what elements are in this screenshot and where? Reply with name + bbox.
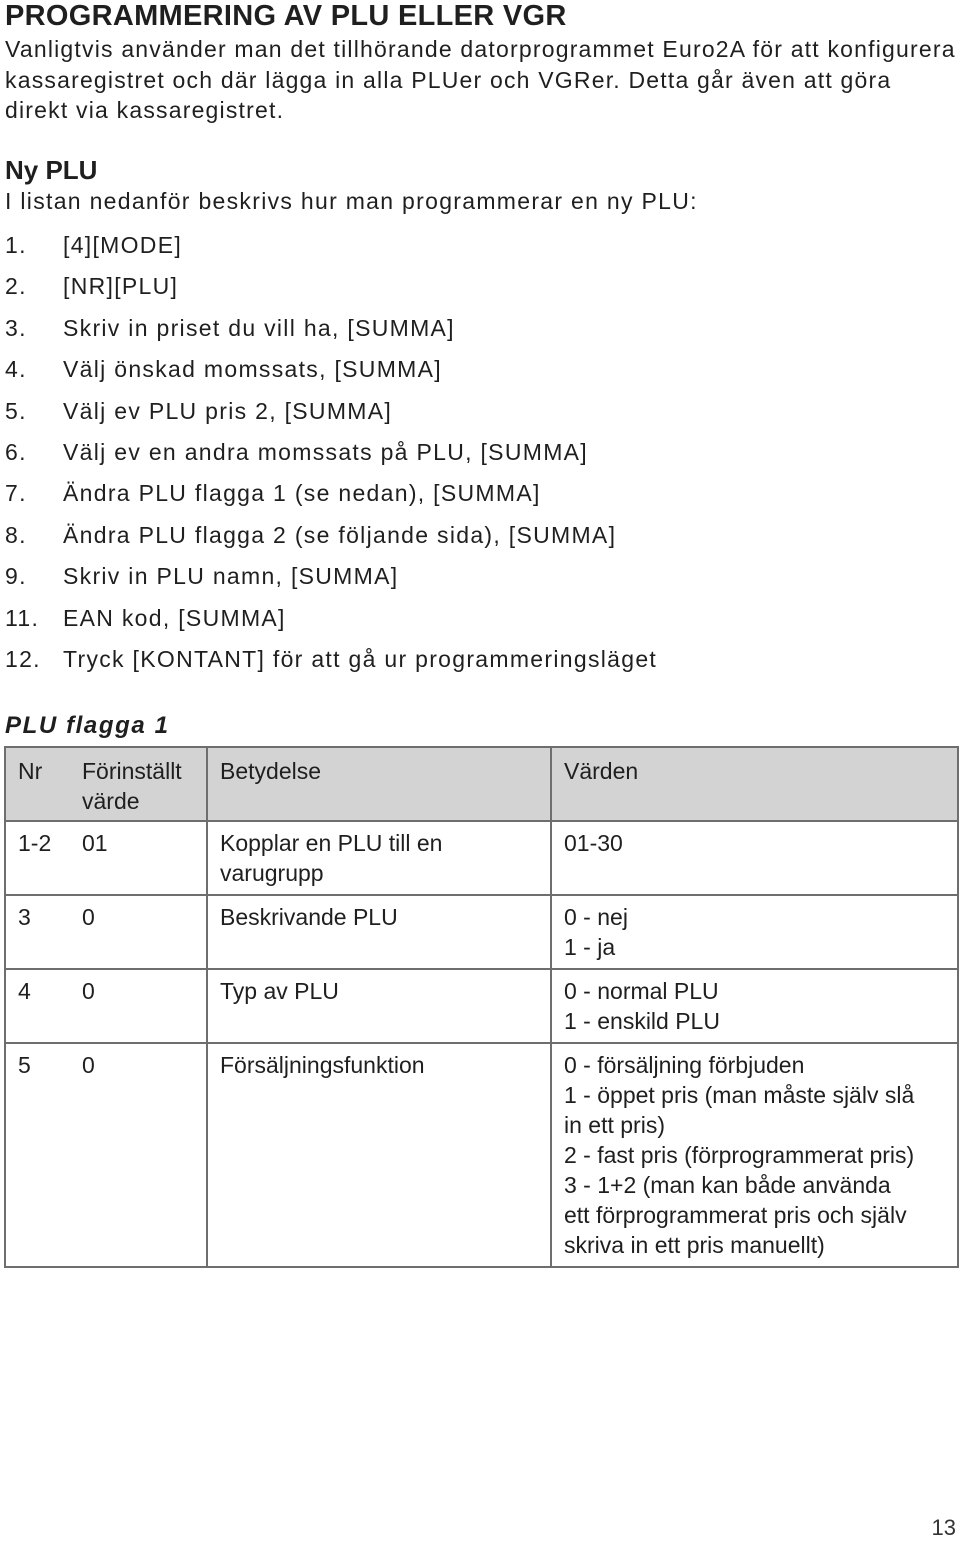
table-title: PLU flagga 1 xyxy=(5,712,170,739)
step-number: 9. xyxy=(5,563,27,590)
header-meaning: Betydelse xyxy=(207,747,551,821)
cell-values xyxy=(551,895,958,969)
table-row xyxy=(5,969,958,1043)
step-number: 11. xyxy=(5,604,40,631)
value-line: 3 - 1+2 (man kan både använda xyxy=(564,1172,891,1198)
value-line: 0 - normal PLU xyxy=(564,978,719,1004)
cell-default: 0 xyxy=(70,969,207,1043)
value-line: 0 - nej xyxy=(564,904,628,930)
step-item xyxy=(5,439,657,480)
step-text: Skriv in priset du vill ha, [SUMMA] xyxy=(63,314,455,341)
step-text: [4][MODE] xyxy=(63,232,183,258)
table-row xyxy=(5,1043,958,1267)
step-text: EAN kod, [SUMMA] xyxy=(63,604,286,631)
page-title: PROGRAMMERING AV PLU ELLER VGR xyxy=(5,0,567,32)
header-default-line1: Förinställt xyxy=(82,758,182,784)
value-line: 0 - försäljning förbjuden xyxy=(564,1052,805,1078)
value-line: ett förprogrammerat pris och själv xyxy=(564,1202,907,1228)
step-number: 12. xyxy=(5,645,41,672)
cell-values xyxy=(551,1043,958,1267)
step-text: Ändra PLU flagga 1 (se nedan), [SUMMA] xyxy=(63,480,541,507)
cell-meaning xyxy=(207,1043,551,1267)
step-number: 8. xyxy=(5,521,27,548)
cell-default: 0 xyxy=(70,895,207,969)
step-number: 2. xyxy=(5,273,27,300)
table-header-row xyxy=(5,747,958,821)
cell-meaning xyxy=(207,821,551,895)
cell-nr: 3 xyxy=(5,895,70,969)
step-item xyxy=(5,563,657,604)
header-default-line2: värde xyxy=(82,788,140,814)
cell-values xyxy=(551,821,958,895)
step-item xyxy=(5,480,657,521)
cell-nr: 1-2 xyxy=(5,821,70,895)
intro-paragraph: Vanligtvis använder man det tillhörande datorprogrammet Euro2A för att konfigurera kassaregistret och där lägga in alla PLUer och VGRer. Detta går även att göra direkt via kassaregistret. xyxy=(5,36,956,123)
step-text: Välj önskad momssats, [SUMMA] xyxy=(63,356,442,383)
cell-values xyxy=(551,969,958,1043)
step-number: 1. xyxy=(5,232,27,258)
step-text: Ändra PLU flagga 2 (se följande sida), [SUMMA] xyxy=(63,521,617,548)
value-line: 01-30 xyxy=(564,830,623,856)
plu-flag-table xyxy=(4,746,959,1268)
header-values: Värden xyxy=(551,747,958,821)
value-line: 1 - ja xyxy=(564,934,616,960)
header-default xyxy=(70,747,207,821)
cell-nr: 5 xyxy=(5,1043,70,1267)
step-number: 4. xyxy=(5,356,27,383)
step-number: 5. xyxy=(5,397,27,424)
value-line: skriva in ett pris manuellt) xyxy=(564,1232,825,1258)
value-line: 1 - öppet pris (man måste själv slå xyxy=(564,1082,915,1108)
step-item xyxy=(5,398,657,439)
value-line: in ett pris) xyxy=(564,1112,665,1138)
step-item xyxy=(5,315,657,356)
step-text: Tryck [KONTANT] för att gå ur programmeringsläget xyxy=(63,645,658,672)
step-item xyxy=(5,522,657,563)
step-item xyxy=(5,232,657,273)
step-number: 6. xyxy=(5,438,27,465)
step-item xyxy=(5,646,657,687)
cell-default: 01 xyxy=(70,821,207,895)
step-text: [NR][PLU] xyxy=(63,273,179,300)
step-text: Välj ev en andra momssats på PLU, [SUMMA] xyxy=(63,438,588,465)
step-item xyxy=(5,356,657,397)
step-number: 7. xyxy=(5,480,27,507)
step-text: Välj ev PLU pris 2, [SUMMA] xyxy=(63,397,393,424)
step-item xyxy=(5,273,657,314)
page-number: 13 xyxy=(931,1515,956,1540)
meaning-line: Typ av PLU xyxy=(220,978,339,1004)
cell-default: 0 xyxy=(70,1043,207,1267)
meaning-line: Kopplar en PLU till en xyxy=(220,830,443,856)
table-row xyxy=(5,821,958,895)
meaning-line: Beskrivande PLU xyxy=(220,904,398,930)
table-row xyxy=(5,895,958,969)
cell-nr: 4 xyxy=(5,969,70,1043)
section-title-ny-plu: Ny PLU xyxy=(5,155,98,185)
header-nr: Nr xyxy=(5,747,70,821)
cell-meaning xyxy=(207,895,551,969)
value-line: 2 - fast pris (förprogrammerat pris) xyxy=(564,1142,915,1168)
step-text: Skriv in PLU namn, [SUMMA] xyxy=(63,563,399,590)
cell-meaning xyxy=(207,969,551,1043)
section-intro: I listan nedanför beskrivs hur man programmerar en ny PLU: xyxy=(5,188,698,214)
step-number: 3. xyxy=(5,314,27,341)
value-line: 1 - enskild PLU xyxy=(564,1008,720,1034)
step-item xyxy=(5,605,657,646)
steps-list xyxy=(5,232,657,687)
meaning-line: Försäljningsfunktion xyxy=(220,1052,425,1078)
meaning-line: varugrupp xyxy=(220,860,324,886)
